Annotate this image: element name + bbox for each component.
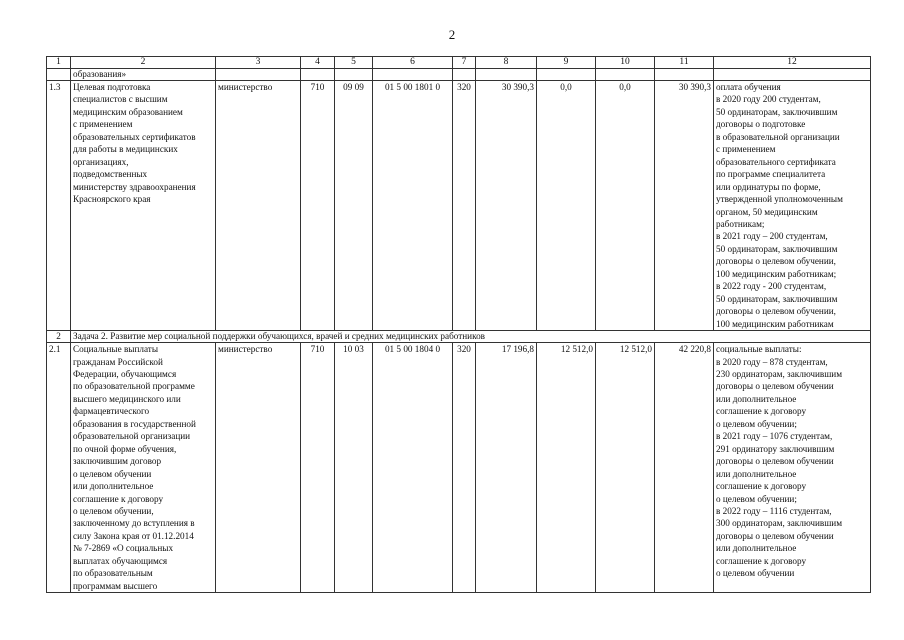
activity-name: Социальные выплаты гражданам Российской Федерации, обучающимся по образовательной программе высшего медицинского или фармацевтического образования в государственной образовательной организации по очной форме обучения, заключившим договор о целевом обучении или дополнительное соглашение к договору о целевом обучении, заключенному до вступления в силу Закона края от 01.12.2014 № 7-2869 «О социальных выплатах обучающимся по образовательным программам высшего: [71, 343, 216, 593]
column-number-cell: 4: [301, 57, 335, 69]
program-activities-table: [46, 56, 871, 593]
column-number-cell: 10: [596, 57, 655, 69]
table-cell: [453, 69, 476, 81]
row-number: 1.3: [47, 81, 71, 331]
table-cell: [476, 69, 537, 81]
column-number-cell: 9: [537, 57, 596, 69]
amount-2021: 12 512,0: [537, 343, 596, 593]
grbs-code: 710: [301, 81, 335, 331]
amount-2020: 30 390,3: [476, 81, 537, 331]
table-cell: [335, 69, 373, 81]
column-number-row: [47, 57, 871, 69]
task-number: 2: [47, 331, 71, 343]
activity-name: Целевая подготовка специалистов с высшим медицинским образованием с применением образовательных сертификатов для работы в медицинских организациях, подведомственных министерству здравоохранения Красноярского края: [71, 81, 216, 331]
vr-code: 320: [453, 343, 476, 593]
table-cell: [596, 69, 655, 81]
continuation-text: образования»: [71, 69, 216, 81]
vr-code: 320: [453, 81, 476, 331]
column-number-cell: 11: [655, 57, 714, 69]
csr-code: 01 5 00 1801 0: [373, 81, 453, 331]
column-number-cell: 1: [47, 57, 71, 69]
task-row: [47, 331, 871, 343]
column-number-cell: 3: [216, 57, 301, 69]
table-row: [47, 343, 871, 593]
column-number-cell: 12: [714, 57, 871, 69]
continuation-row: [47, 69, 871, 81]
table-row: [47, 81, 871, 331]
executor: министерство: [216, 343, 301, 593]
column-number-cell: 5: [335, 57, 373, 69]
rzpr-code: 10 03: [335, 343, 373, 593]
amount-total: 30 390,3: [655, 81, 714, 331]
column-number-cell: 6: [373, 57, 453, 69]
amount-total: 42 220,8: [655, 343, 714, 593]
rzpr-code: 09 09: [335, 81, 373, 331]
table-cell: [655, 69, 714, 81]
column-number-cell: 8: [476, 57, 537, 69]
table-cell: [216, 69, 301, 81]
csr-code: 01 5 00 1804 0: [373, 343, 453, 593]
executor: министерство: [216, 81, 301, 331]
task-title: Задача 2. Развитие мер социальной поддержки обучающихся, врачей и средних медицинских работников: [71, 331, 871, 343]
table-cell: [301, 69, 335, 81]
column-number-cell: 2: [71, 57, 216, 69]
amount-2022: 12 512,0: [596, 343, 655, 593]
expected-result: оплата обучения в 2020 году 200 студентам, 50 ординаторам, заключившим договоры о подготовке в образовательной организации с применением образовательного сертификата по программе специалитета или ординатуры по форме, утвержденной уполномоченным органом, 50 медицинским работникам; в 2021 году – 200 студентам, 50 ординаторам, заключившим договоры о целевом обучении, 100 медицинским работникам; в 2022 году - 200 студентам, 50 ординаторам, заключившим договоры о целевом обучении, 100 медицинским работникам: [714, 81, 871, 331]
table-cell: [714, 69, 871, 81]
amount-2021: 0,0: [537, 81, 596, 331]
row-number: 2.1: [47, 343, 71, 593]
table-cell: [373, 69, 453, 81]
table-cell: [537, 69, 596, 81]
amount-2020: 17 196,8: [476, 343, 537, 593]
grbs-code: 710: [301, 343, 335, 593]
expected-result: социальные выплаты: в 2020 году – 878 студентам, 230 ординаторам, заключившим договоры о целевом обучении или дополнительное соглашение к договору о целевом обучении; в 2021 году – 1076 студентам, 291 ординатору заключившим договоры о целевом обучении или дополнительное соглашение к договору о целевом обучении; в 2022 году – 1116 студентам, 300 ординаторам, заключившим договоры о целевом обучении или дополнительное соглашение к договору о целевом обучении: [714, 343, 871, 593]
column-number-cell: 7: [453, 57, 476, 69]
table-cell: [47, 69, 71, 81]
page-number: 2: [448, 27, 456, 42]
amount-2022: 0,0: [596, 81, 655, 331]
